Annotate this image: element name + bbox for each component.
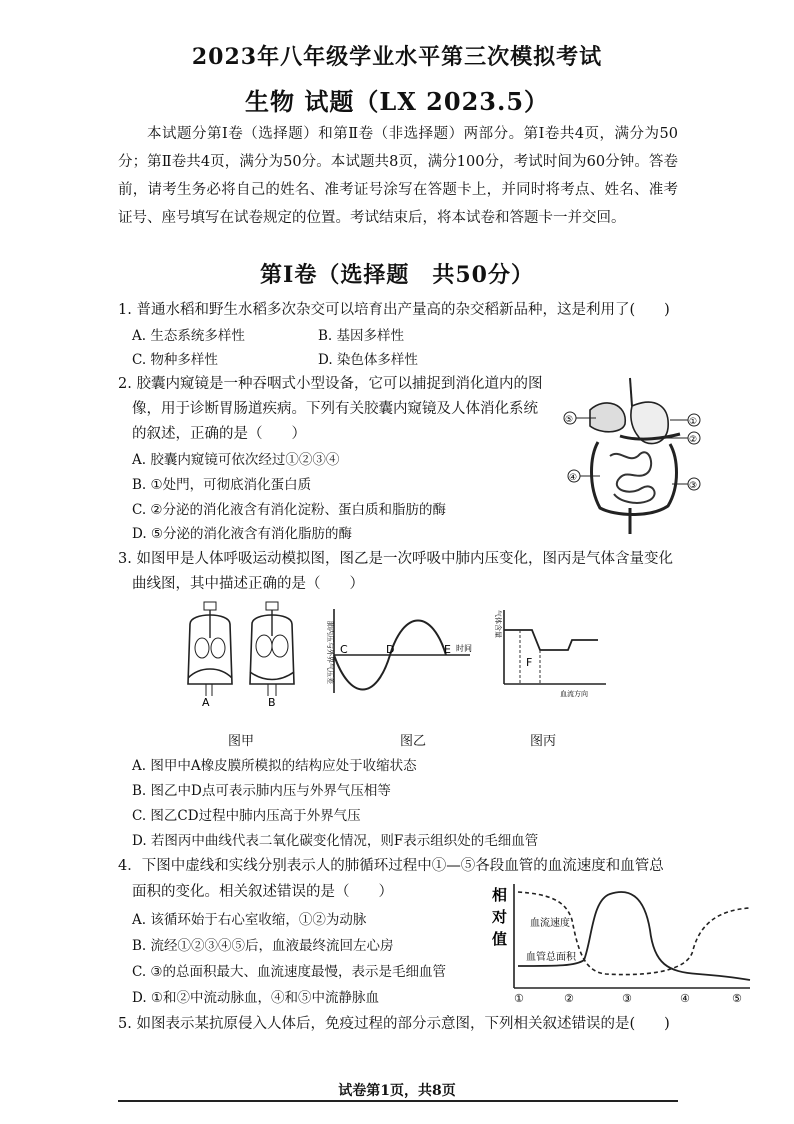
question-1-option-a: A. 生态系统多样性	[132, 328, 245, 344]
caption-bing: 图丙	[530, 734, 557, 749]
digestive-label-3: ③	[689, 481, 698, 491]
question-4-option-d: D. ①和②中流动脉血，④和⑤中流静脉血	[132, 990, 380, 1006]
question-5-stem: 5. 如图表示某抗原侵入人体后，免疫过程的部分示意图，下列相关叙述错误的是( )	[118, 1016, 670, 1032]
question-4-option-a: A. 该循环始于右心室收缩，①②为动脉	[132, 912, 367, 928]
question-3-stem-line1: 3. 如图甲是人体呼吸运动模拟图，图乙是一次呼吸中肺内压变化，图丙是气体含量变化	[118, 551, 673, 567]
question-3-option-c: C. 图乙CD过程中肺内压高于外界气压	[132, 808, 361, 824]
figure-bing-gas-content	[490, 606, 610, 698]
question-3-option-b: B. 图乙中D点可表示肺内压与外界气压相等	[132, 783, 391, 799]
figure-jia-bell-jars	[180, 600, 310, 708]
question-2-option-c: C. ②分泌的消化液含有消化淀粉、蛋白质和脂肪的酶	[132, 502, 447, 518]
question-2-option-a: A. 胶囊内窥镜可依次经过①②③④	[132, 452, 340, 468]
exam-title: 2023年八年级学业水平第三次模拟考试	[191, 44, 603, 70]
question-3-option-d: D. 若图丙中曲线代表二氧化碳变化情况，则F表示组织处的毛细血管	[132, 833, 539, 849]
question-2-option-d: D. ⑤分泌的消化液含有消化脂肪的酶	[132, 526, 353, 542]
graph-x-3: ③	[622, 992, 632, 1005]
section-title: 第Ⅰ卷（选择题 共50分）	[260, 262, 534, 288]
caption-jia: 图甲	[228, 734, 255, 749]
point-c-label: C	[340, 643, 348, 656]
digestive-label-4: ④	[569, 473, 578, 483]
bell-jar-b-label: B	[268, 696, 276, 708]
graph-ylabel-3: 值	[492, 930, 508, 948]
question-4-stem-line2: 面积的变化。相关叙述错误的是（ ）	[132, 884, 393, 900]
question-2-stem-line2: 像，用于诊断胃肠道疾病。下列有关胶囊内窥镜及人体消化系统	[132, 401, 538, 417]
question-2-stem-line3: 的叙述，正确的是（ ）	[132, 426, 306, 442]
caption-yi: 图乙	[400, 734, 427, 749]
graph-ylabel-1: 相	[492, 886, 508, 904]
liver-shape	[590, 403, 625, 432]
graph-x-2: ②	[564, 992, 574, 1005]
question-4-option-c: C. ③的总面积最大、血流速度最慢，表示是毛细血管	[132, 964, 447, 980]
graph-x-1: ①	[514, 992, 524, 1005]
footer-divider	[118, 1100, 678, 1102]
gas-curve	[504, 630, 598, 650]
question-1-stem: 1. 普通水稻和野生水稻多次杂交可以培育出产量高的杂交稻新品种，这是利用了( )	[118, 302, 670, 318]
question-2-stem-line1: 2. 胶囊内窥镜是一种吞咽式小型设备，它可以捕捉到消化道内的图	[118, 376, 543, 392]
segment-f-label: F	[526, 656, 533, 669]
bell-jar-a	[188, 602, 232, 708]
total-vessel-area-curve	[518, 892, 750, 980]
point-e-label: E	[444, 643, 451, 656]
page-footer: 试卷第1页，共8页	[338, 1083, 456, 1099]
question-3-stem-line2: 曲线图，其中描述正确的是（ ）	[132, 576, 364, 592]
question-4-option-b: B. 流经①②③④⑤后，血液最终流回左心房	[132, 938, 394, 954]
question-2-option-b: B. ①处門，可彻底消化蛋白质	[132, 477, 312, 493]
legend-blood-speed: 血流速度	[530, 918, 570, 929]
yi-yaxis-label: 肺内压与外界气压差	[326, 621, 334, 684]
figure-pulmonary-circulation-graph	[488, 880, 754, 1008]
bell-jar-a-label: A	[202, 696, 210, 708]
question-3-option-a: A. 图甲中A橡皮膜所模拟的结构应处于收缩状态	[132, 758, 417, 774]
figure-yi-pressure-curve	[320, 605, 480, 695]
graph-x-4: ④	[680, 992, 690, 1005]
point-d-label: D	[386, 643, 395, 656]
graph-ylabel-2: 对	[492, 908, 508, 926]
question-1-option-c: C. 物种多样性	[132, 352, 218, 368]
digestive-label-5: ⑤	[565, 415, 574, 425]
bing-xaxis-label: 血流方向	[560, 690, 588, 698]
exam-instructions: 本试题分第Ⅰ卷（选择题）和第Ⅱ卷（非选择题）两部分。第Ⅰ卷共4页，满分为50分；第Ⅱ卷共4页，满分为50分。本试题共8页，满分100分，考试时间为60分钟。答卷前，请考生务必将自己的姓名、准考证号涂写在答题卡上，并同时将考点、姓名、准考证号、座号填写在试卷规定的位置。考试结束后，将本试卷和答题卡一并交回。	[118, 126, 678, 226]
legend-vessel-area: 血管总面积	[526, 952, 576, 963]
digestive-system-figure	[560, 376, 710, 538]
digestive-label-2: ②	[689, 435, 698, 445]
bell-jar-b	[250, 602, 294, 708]
yi-xaxis-label: 时间	[456, 644, 472, 653]
question-1-option-b: B. 基因多样性	[318, 328, 405, 344]
question-4-stem-line1: 4．下图中虚线和实线分别表示人的肺循环过程中①—⑤各段血管的血流速度和血管总	[118, 858, 664, 874]
question-1-option-d: D. 染色体多样性	[318, 352, 418, 368]
small-intestine-shape	[610, 452, 655, 503]
digestive-label-1: ①	[689, 417, 698, 427]
bing-yaxis-label: 气体含量	[494, 610, 502, 638]
exam-subtitle: 生物 试题（LX 2023.5）	[244, 87, 550, 116]
graph-x-5: ⑤	[732, 992, 742, 1005]
